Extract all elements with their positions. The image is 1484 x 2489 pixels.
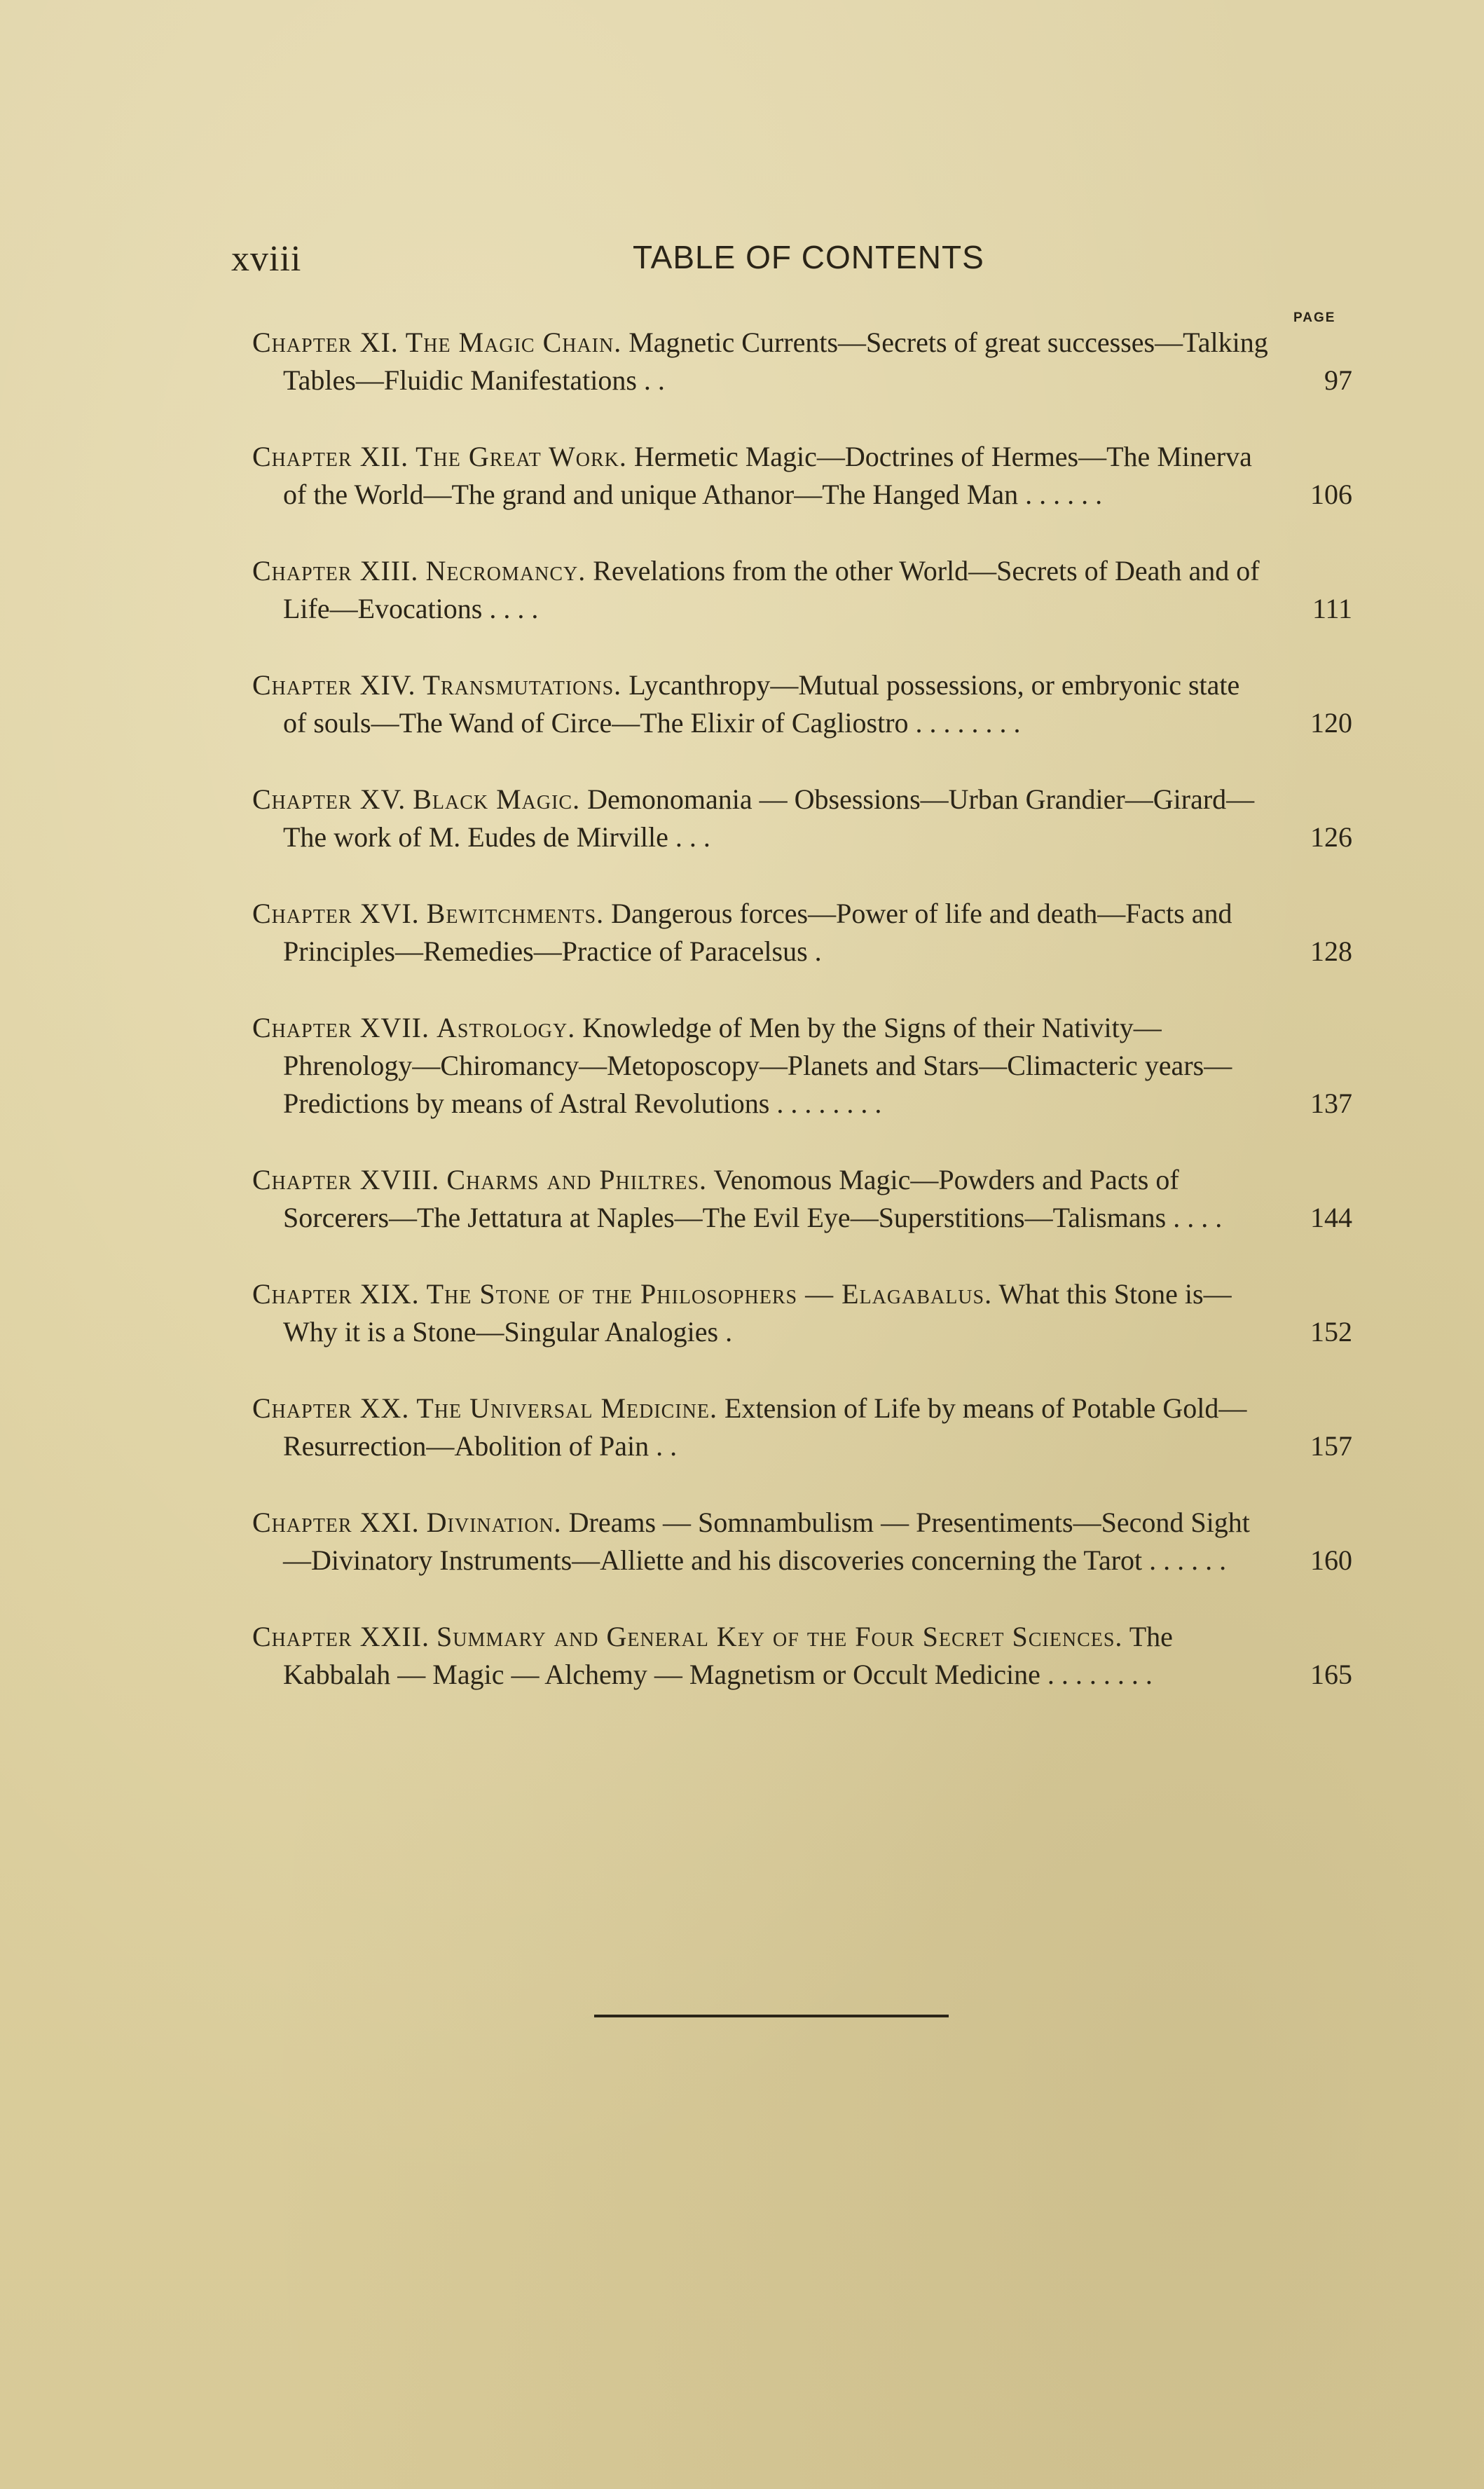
dot-leader: . . . . xyxy=(482,593,539,624)
chapter-title: The Stone of the Philosophers — Elagabalus. xyxy=(426,1278,993,1310)
chapter-title: Astrology. xyxy=(437,1012,576,1043)
chapter-number: Chapter XIV. xyxy=(252,669,416,701)
chapter-number: Chapter XII. xyxy=(252,441,409,472)
toc-entries xyxy=(252,324,1352,1732)
chapter-title: Bewitchments. xyxy=(426,898,605,929)
chapter-title: The Magic Chain. xyxy=(405,327,622,358)
dot-leader: . . . . . . xyxy=(1018,479,1103,510)
chapter-contents: Magnetic Currents—Secrets of great successes—Talking Tables—Fluidic Manifestations xyxy=(283,327,1268,396)
toc-entry-chapter-13 xyxy=(252,552,1352,628)
chapter-contents: Dangerous forces—Power of life and death—Facts and Principles—Remedies—Practice of Paracelsus xyxy=(283,898,1232,967)
chapter-number: Chapter XXII. xyxy=(252,1621,430,1652)
page-column-label: PAGE xyxy=(1293,310,1336,325)
chapter-title: Transmutations. xyxy=(422,669,622,701)
page-number: 106 xyxy=(1310,479,1352,510)
chapter-number: Chapter XV. xyxy=(252,783,406,815)
toc-entry-chapter-20 xyxy=(252,1390,1352,1465)
page-number: 165 xyxy=(1310,1659,1352,1690)
chapter-number: Chapter XVI. xyxy=(252,898,420,929)
chapter-contents: Hermetic Magic—Doctrines of Hermes—The Minerva of the World—The grand and unique Athanor—The Hanged Man xyxy=(283,441,1252,510)
toc-entry-chapter-18 xyxy=(252,1161,1352,1237)
toc-entry-chapter-14 xyxy=(252,666,1352,742)
chapter-number: Chapter XIII. xyxy=(252,555,419,587)
chapter-title: The Universal Medicine. xyxy=(416,1392,717,1424)
toc-entry-chapter-19 xyxy=(252,1275,1352,1351)
page-number: 144 xyxy=(1310,1202,1352,1233)
chapter-contents: Dreams — Somnambulism — Presentiments—Second Sight—Divinatory Instruments—Alliette and his discoveries concerning the Tarot xyxy=(283,1507,1250,1576)
dot-leader: . . xyxy=(649,1430,678,1462)
toc-entry-chapter-16 xyxy=(252,895,1352,971)
chapter-title: Black Magic. xyxy=(413,783,581,815)
end-rule xyxy=(594,2015,949,2017)
chapter-title: Necromancy. xyxy=(425,555,586,587)
chapter-contents: Venomous Magic—Powders and Pacts of Sorcerers—The Jettatura at Naples—The Evil Eye—Superstitions—Talismans xyxy=(283,1164,1179,1233)
folio-number: xviii xyxy=(231,239,302,279)
chapter-contents: Knowledge of Men by the Signs of their Nativity—Phrenology—Chiromancy—Metoposcopy—Planets and Stars—Climacteric years—Predictions by means of Astral Revolutions xyxy=(283,1012,1232,1119)
dot-leader: . . . . xyxy=(1166,1202,1223,1233)
toc-entry-chapter-15 xyxy=(252,781,1352,856)
page-number: 137 xyxy=(1310,1088,1352,1119)
page-number: 152 xyxy=(1310,1316,1352,1348)
dot-leader: . . . . . . . . xyxy=(908,707,1021,739)
page-number: 97 xyxy=(1324,364,1352,396)
dot-leader: . xyxy=(807,935,822,967)
chapter-title: Divination. xyxy=(426,1507,562,1538)
dot-leader: . . . xyxy=(668,821,710,853)
page-number: 160 xyxy=(1310,1544,1352,1576)
dot-leader: . . . . . . . . xyxy=(1040,1659,1153,1690)
chapter-number: Chapter XVIII. xyxy=(252,1164,440,1195)
chapter-contents: Revelations from the other World—Secrets of Death and of Life—Evocations xyxy=(283,555,1260,624)
running-title: TABLE OF CONTENTS xyxy=(633,239,984,275)
chapter-number: Chapter XXI. xyxy=(252,1507,420,1538)
page-number: 157 xyxy=(1310,1430,1352,1462)
dot-leader: . xyxy=(718,1316,733,1348)
toc-entry-chapter-17 xyxy=(252,1009,1352,1123)
toc-entry-chapter-22 xyxy=(252,1618,1352,1694)
page-number: 120 xyxy=(1310,707,1352,739)
chapter-contents: Lycanthropy—Mutual possessions, or embryonic state of souls—The Wand of Circe—The Elixir of Cagliostro xyxy=(283,669,1240,739)
dot-leader: . . xyxy=(636,364,665,396)
chapter-title: The Great Work. xyxy=(415,441,627,472)
chapter-title: Charms and Philtres. xyxy=(446,1164,708,1195)
toc-entry-chapter-11 xyxy=(252,324,1352,399)
page-number: 126 xyxy=(1310,821,1352,853)
chapter-contents: Extension of Life by means of Potable Gold—Resurrection—Abolition of Pain xyxy=(283,1392,1247,1462)
chapter-contents: The Kabbalah — Magic — Alchemy — Magnetism or Occult Medicine xyxy=(283,1621,1173,1690)
page-number: 111 xyxy=(1312,593,1352,624)
dot-leader: . . . . . . . . xyxy=(769,1088,882,1119)
toc-entry-chapter-12 xyxy=(252,438,1352,514)
dot-leader: . . . . . . xyxy=(1142,1544,1227,1576)
page-number: 128 xyxy=(1310,935,1352,967)
chapter-number: Chapter XIX. xyxy=(252,1278,420,1310)
chapter-title: Summary and General Key of the Four Secret Sciences. xyxy=(437,1621,1123,1652)
chapter-contents: Demonomania — Obsessions—Urban Grandier—Girard—The work of M. Eudes de Mirville xyxy=(283,783,1255,853)
page-header xyxy=(231,238,1345,287)
toc-entry-chapter-21 xyxy=(252,1504,1352,1579)
chapter-number: Chapter XX. xyxy=(252,1392,410,1424)
chapter-number: Chapter XVII. xyxy=(252,1012,430,1043)
chapter-number: Chapter XI. xyxy=(252,327,399,358)
chapter-contents: What this Stone is—Why it is a Stone—Singular Analogies xyxy=(283,1278,1232,1348)
